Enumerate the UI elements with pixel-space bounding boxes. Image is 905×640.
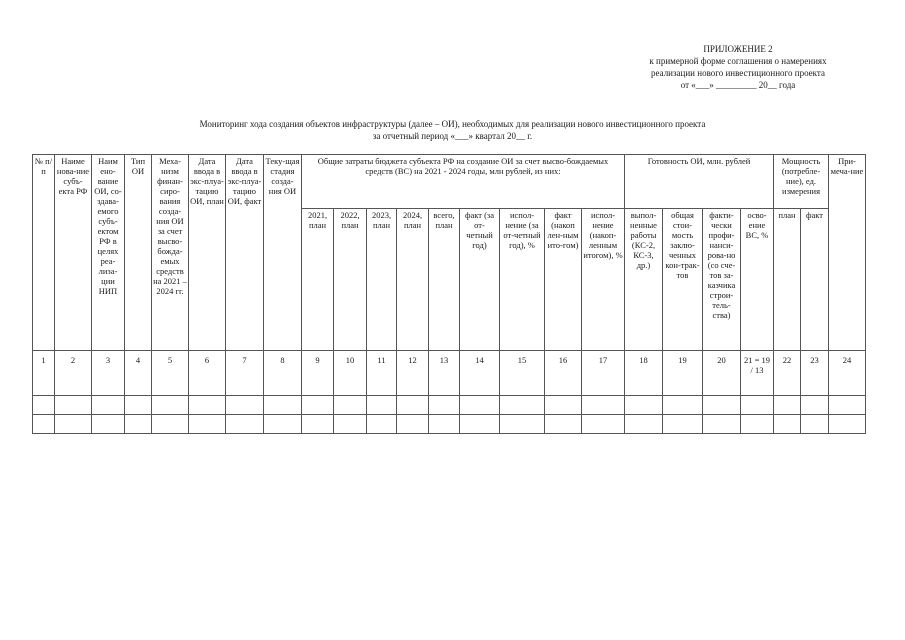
sub-header-development: осво-ение ВС, % <box>741 209 774 351</box>
column-number: 14 <box>460 351 500 396</box>
column-number: 3 <box>92 351 125 396</box>
sub-header-fact-cumulative: факт (накоп лен-ным ито-гом) <box>545 209 582 351</box>
column-number: 20 <box>703 351 741 396</box>
monitoring-table <box>32 154 866 434</box>
sub-header-completed-works: выпол-ненные работы (КС-2, КС-3, др.) <box>625 209 663 351</box>
column-number: 16 <box>545 351 582 396</box>
column-number: 19 <box>663 351 703 396</box>
sub-header-2022: 2022, план <box>334 209 367 351</box>
col-header-object-name: Наим ено-вание ОИ, со-здава-емого субъ-ектом РФ в целях реа-лиза-ции НИП <box>92 155 125 351</box>
document-title <box>140 118 765 142</box>
sub-header-2021: 2021, план <box>302 209 334 351</box>
empty-data-row <box>33 415 866 434</box>
column-number: 15 <box>500 351 545 396</box>
sub-header-total-plan: всего, план <box>429 209 460 351</box>
column-number: 7 <box>226 351 264 396</box>
sub-header-2024: 2024, план <box>397 209 429 351</box>
column-number: 11 <box>367 351 397 396</box>
column-number: 24 <box>829 351 866 396</box>
column-number: 22 <box>774 351 801 396</box>
column-number: 5 <box>152 351 189 396</box>
group-header-readiness: Готовность ОИ, млн. рублей <box>625 155 774 209</box>
col-header-date-plan: Дата ввода в экс-плуа-тацию ОИ, план <box>189 155 226 351</box>
column-number: 4 <box>125 351 152 396</box>
sub-header-capacity-fact: факт <box>801 209 829 351</box>
appendix-title: ПРИЛОЖЕНИЕ 2 <box>703 44 773 54</box>
appendix-subtitle-1: к примерной форме соглашения о намерениях <box>649 56 827 66</box>
sub-header-contracts-cost: общая стои-мость заклю-ченных кон-трак-тов <box>663 209 703 351</box>
group-header-capacity: Мощность (потребле-ние), ед. измерения <box>774 155 829 209</box>
column-number: 2 <box>55 351 92 396</box>
empty-data-row <box>33 396 866 415</box>
col-header-number: № п/п <box>33 155 55 351</box>
appendix-date: от «___» _________ 20__ года <box>680 80 796 90</box>
group-header-costs: Общие затраты бюджета субъекта РФ на создание ОИ за счет высво-бождаемых средств (ВС) на 2021 - 2024 годы, млн рублей, из них: <box>302 155 625 209</box>
sub-header-financed: факти-чески профи-нанси-рова-но (со сче-тов за-казчика строи-тель-ства) <box>703 209 741 351</box>
sub-header-capacity-plan: план <box>774 209 801 351</box>
column-number: 18 <box>625 351 663 396</box>
column-number: 21 = 19 / 13 <box>741 351 774 396</box>
sub-header-2023: 2023, план <box>367 209 397 351</box>
column-number: 17 <box>582 351 625 396</box>
column-number: 12 <box>397 351 429 396</box>
column-number: 1 <box>33 351 55 396</box>
column-number: 9 <box>302 351 334 396</box>
col-header-stage: Теку-щая стадия созда-ния ОИ <box>264 155 302 351</box>
sub-header-fact-year: факт (за от-четный год) <box>460 209 500 351</box>
column-number: 13 <box>429 351 460 396</box>
appendix-header <box>628 43 848 91</box>
document-title-line-1: Мониторинг хода создания объектов инфраструктуры (далее – ОИ), необходимых для реализации нового инвестиционного проекта <box>199 119 706 129</box>
document-title-line-2: за отчетный период «___» квартал 20__ г. <box>372 131 533 141</box>
column-number: 10 <box>334 351 367 396</box>
col-header-subject: Наиме нова-ние субъ-екта РФ <box>55 155 92 351</box>
header-row-1 <box>33 155 866 209</box>
column-number: 8 <box>264 351 302 396</box>
column-number: 6 <box>189 351 226 396</box>
column-number: 23 <box>801 351 829 396</box>
col-header-financing: Меха-низм финан-сиро-вания созда-ния ОИ за счет высво-божда-емых средств на 2021 – 2024 гг. <box>152 155 189 351</box>
col-header-note: При-меча-ние <box>829 155 866 351</box>
col-header-date-fact: Дата ввода в экс-плуа-тацию ОИ, факт <box>226 155 264 351</box>
sub-header-execution-year: испол-нение (за от-четный год), % <box>500 209 545 351</box>
col-header-object-type: Тип ОИ <box>125 155 152 351</box>
column-numbers-row <box>33 351 866 396</box>
appendix-subtitle-2: реализации нового инвестиционного проекта <box>651 68 825 78</box>
sub-header-execution-cumulative: испол-нение (накоп-ленным итогом), % <box>582 209 625 351</box>
